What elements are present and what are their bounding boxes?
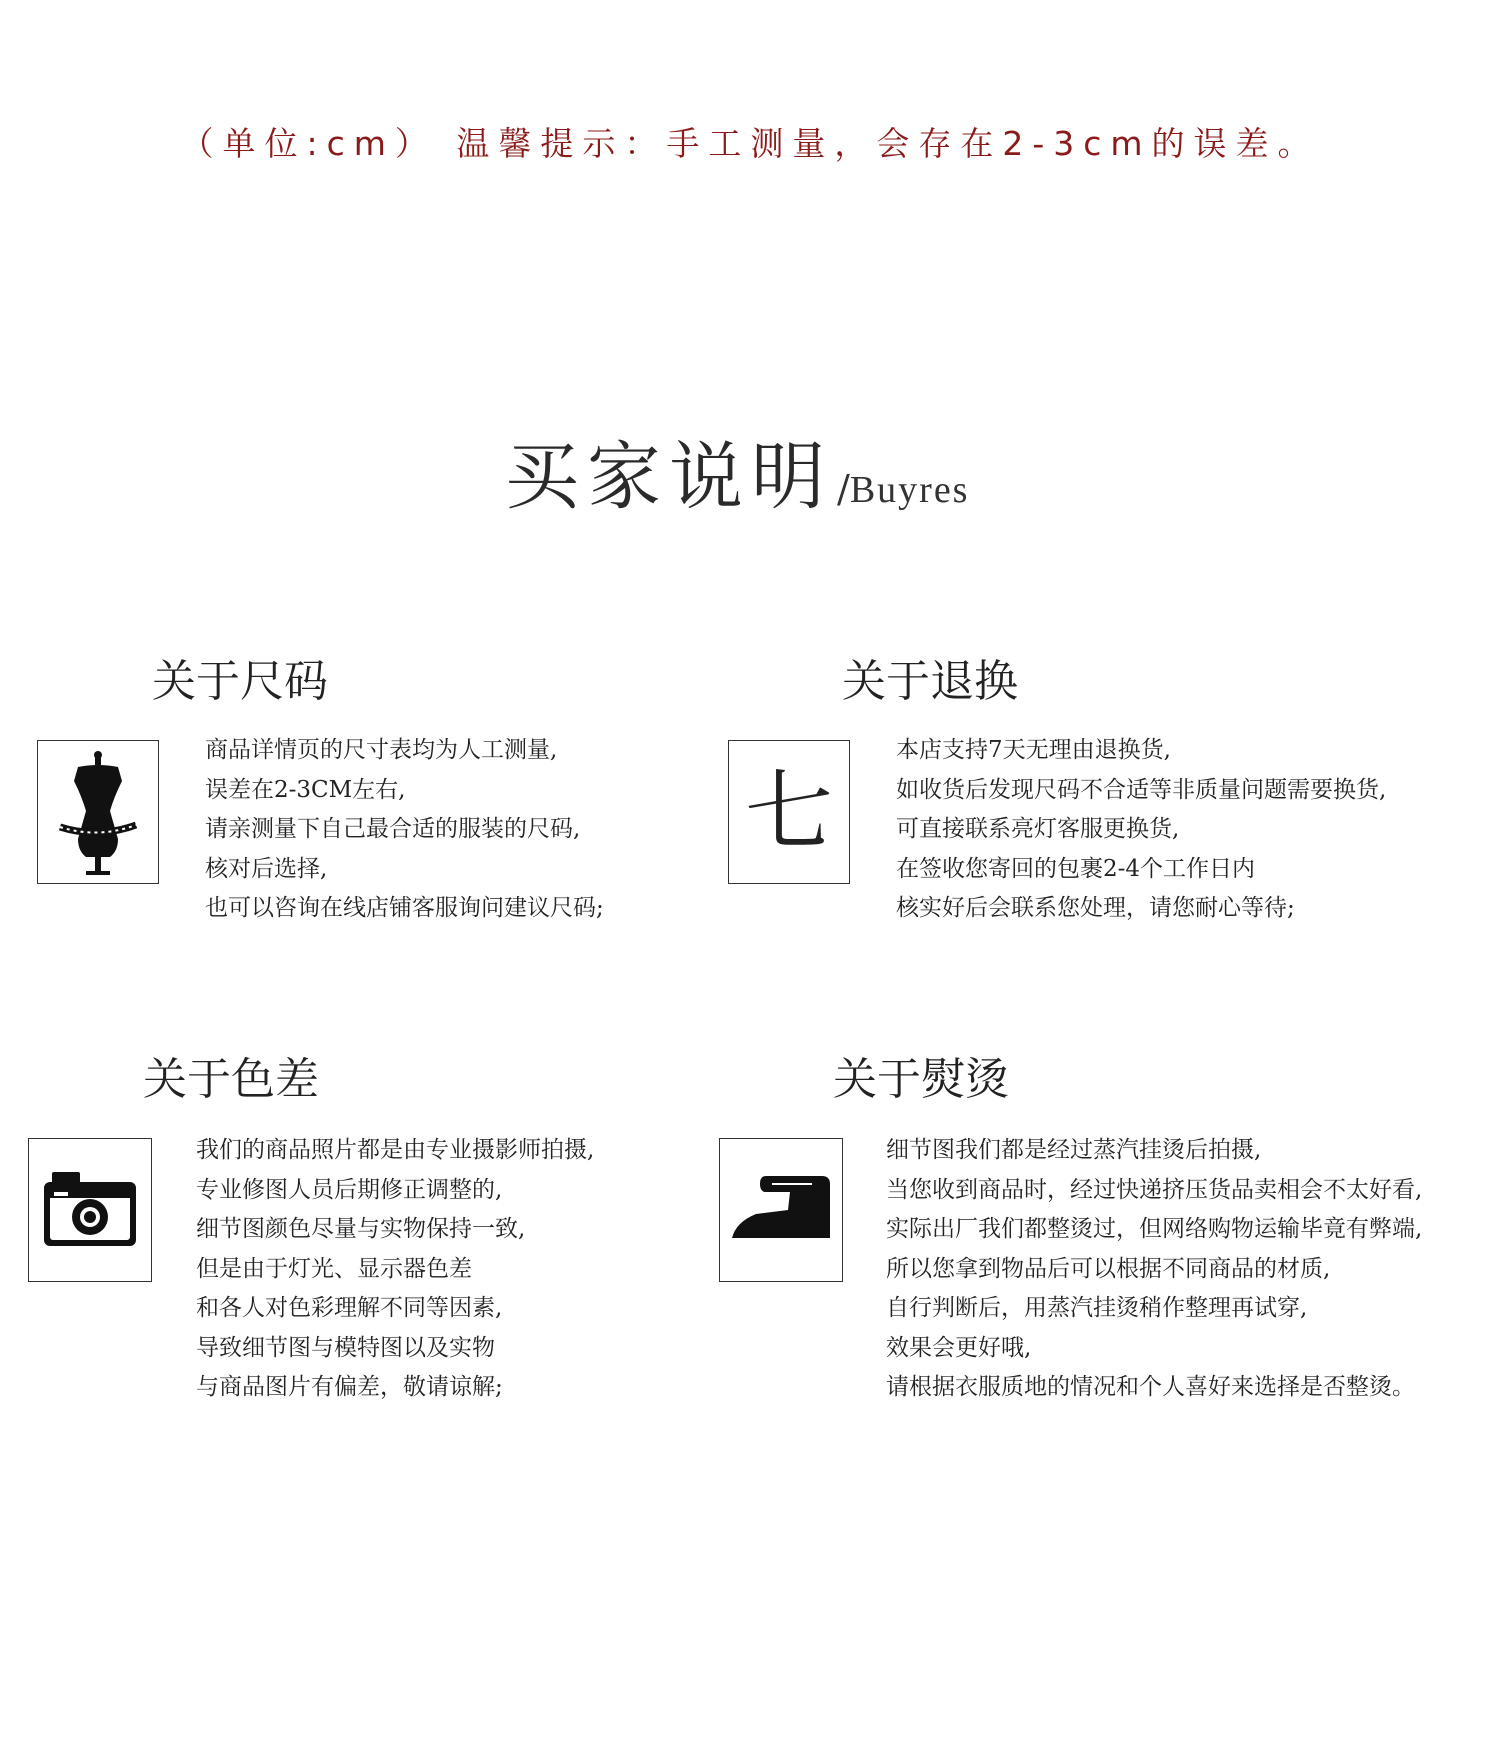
section-ironing-line: 实际出厂我们都整烫过，但网络购物运输毕竟有弊端,: [886, 1216, 1423, 1242]
section-returns-body: [896, 731, 1386, 929]
section-size-line: 商品详情页的尺寸表均为人工测量,: [205, 737, 558, 763]
section-color-line: 与商品图片有偏差，敬请谅解;: [196, 1374, 503, 1400]
section-color-line: 我们的商品照片都是由专业摄影师拍摄,: [196, 1137, 595, 1163]
section-ironing-body: [886, 1131, 1422, 1408]
section-color-line: 和各人对色彩理解不同等因素,: [196, 1295, 503, 1321]
section-ironing-line: 所以您拿到物品后可以根据不同商品的材质,: [886, 1255, 1331, 1282]
section-ironing-line: 自行判断后，用蒸汽挂烫稍作整理再试穿,: [886, 1295, 1308, 1321]
section-ironing-line: 当您收到商品时，经过快递挤压货品卖相会不太好看,: [886, 1176, 1423, 1203]
section-ironing-line: 请根据衣服质地的情况和个人喜好来选择是否整烫。: [886, 1374, 1415, 1400]
measurement-notice: （单位:cm） 温馨提示：手工测量，会存在2-3cm的误差。: [180, 124, 1320, 163]
section-returns-line: 本店支持7天无理由退换货,: [896, 737, 1171, 763]
page-title-en: Buyres: [849, 469, 970, 511]
mannequin-measure-icon: [37, 740, 159, 884]
section-ironing-heading: 关于熨烫: [833, 1054, 1009, 1105]
section-returns-line: 可直接联系亮灯客服更换货,: [896, 816, 1180, 842]
camera-icon: [28, 1138, 152, 1282]
section-color-line: 但是由于灯光、显示器色差: [196, 1255, 472, 1282]
section-size-line: 也可以咨询在线店铺客服询问建议尺码;: [205, 895, 604, 921]
seven-glyph: 七: [744, 760, 833, 863]
section-size-heading: 关于尺码: [152, 656, 328, 707]
section-color-line: 细节图颜色尽量与实物保持一致,: [196, 1216, 526, 1242]
iron-icon: [719, 1138, 843, 1282]
section-size-line: 请亲测量下自己最合适的服装的尺码,: [205, 816, 581, 842]
section-size-line: 误差在2-3CM左右,: [205, 776, 406, 803]
section-returns-line: 在签收您寄回的包裹2-4个工作日内: [896, 855, 1256, 882]
seven-glyph-icon: [728, 740, 850, 884]
section-ironing-line: 效果会更好哦,: [886, 1334, 1032, 1361]
section-color-heading: 关于色差: [143, 1054, 319, 1105]
section-returns-heading: 关于退换: [842, 656, 1018, 707]
section-returns-line: 如收货后发现尺码不合适等非质量问题需要换货,: [896, 776, 1387, 803]
section-size-line: 核对后选择,: [205, 855, 328, 882]
section-color-body: [196, 1131, 594, 1408]
section-ironing-line: 细节图我们都是经过蒸汽挂烫后拍摄,: [886, 1137, 1262, 1163]
page-title-cn: 买家说明: [505, 434, 833, 520]
page-title-separator: /: [837, 467, 850, 511]
section-color-line: 导致细节图与模特图以及实物: [196, 1334, 495, 1361]
section-size-body: [205, 731, 604, 929]
section-returns-line: 核实好后会联系您处理，请您耐心等待;: [896, 895, 1295, 921]
page-title: [505, 418, 969, 524]
section-color-line: 专业修图人员后期修正调整的,: [196, 1176, 503, 1203]
